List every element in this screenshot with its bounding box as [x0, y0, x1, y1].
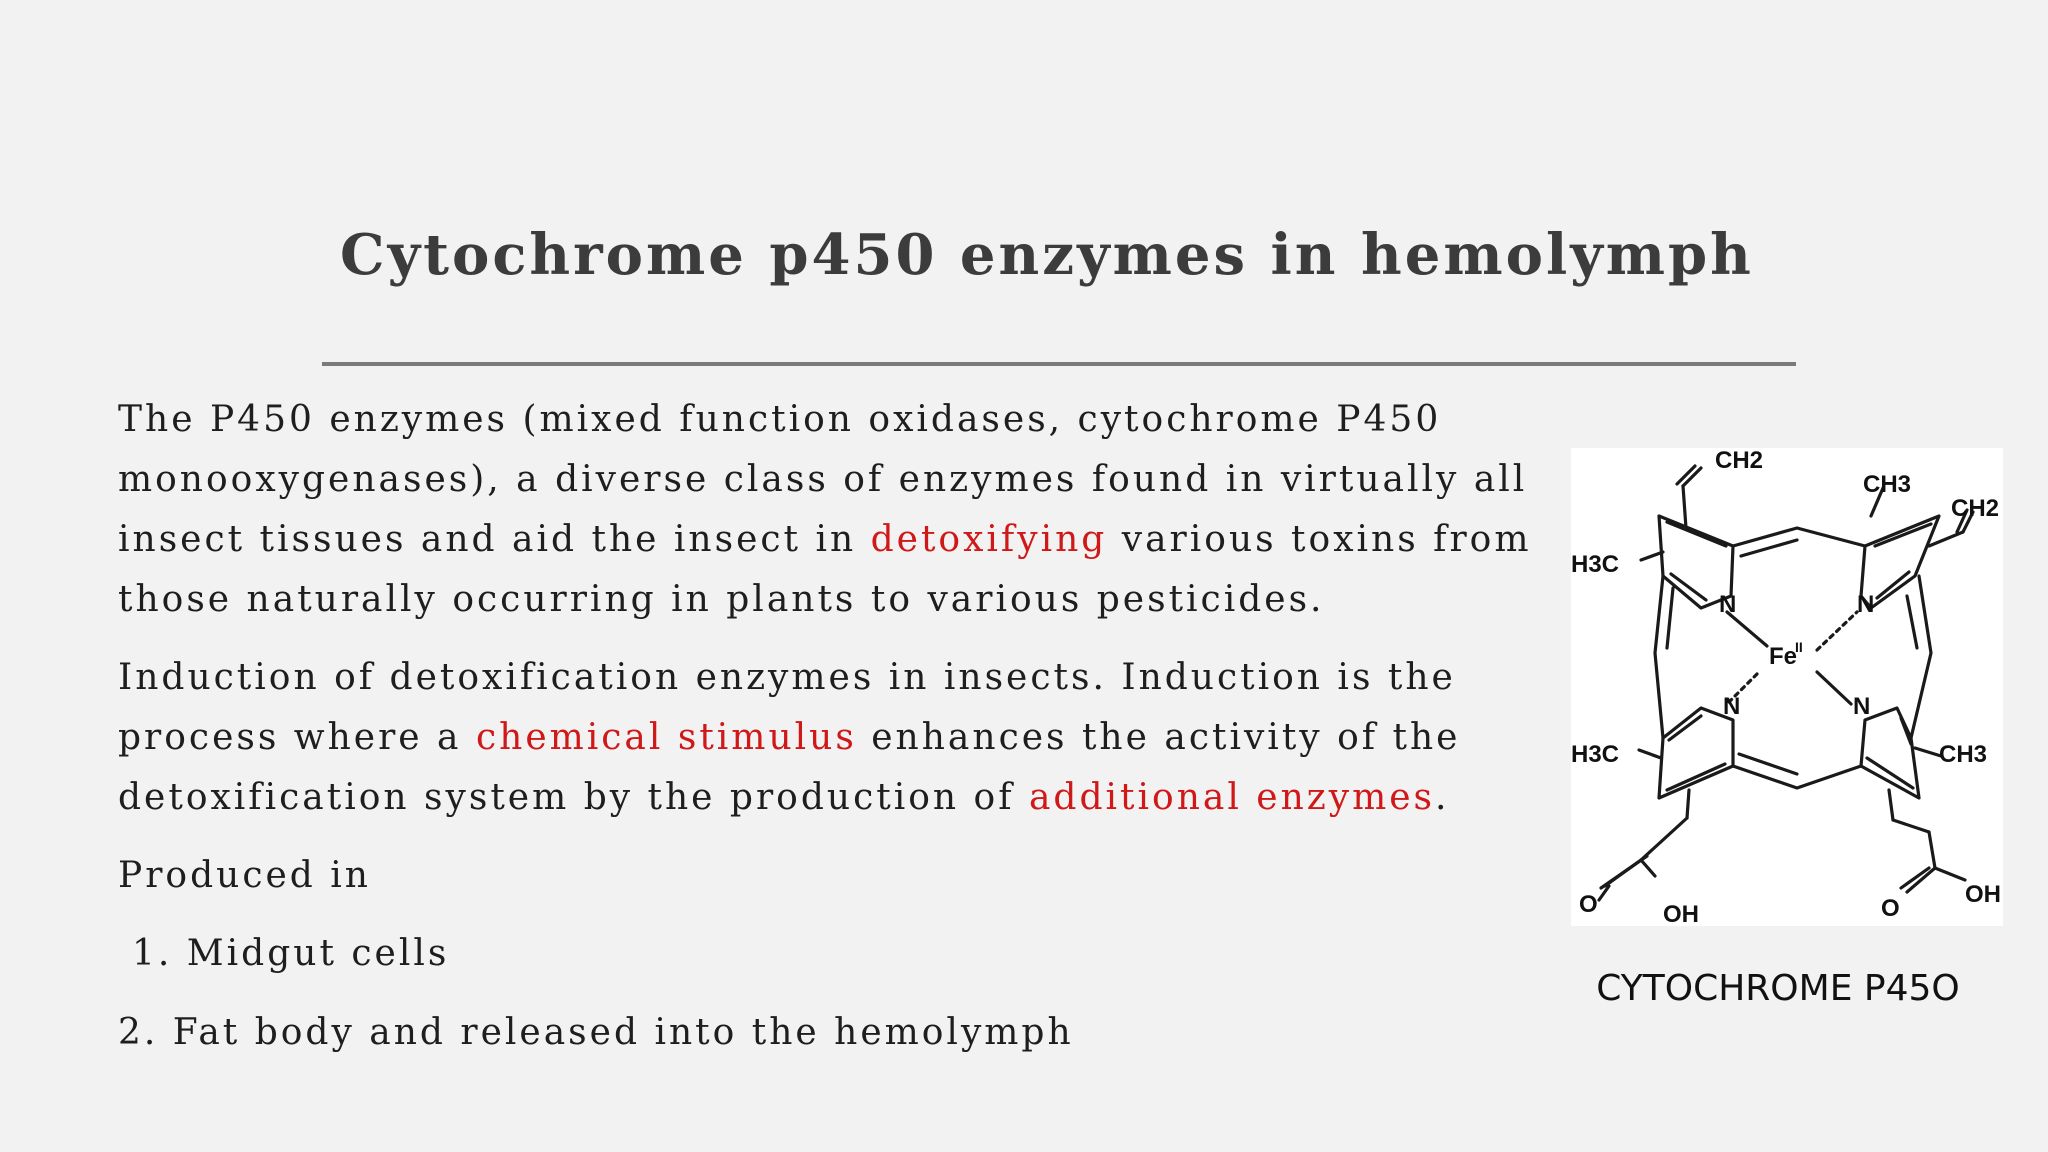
label-o-right: O	[1881, 895, 1900, 922]
highlight-chemical-stimulus: chemical stimulus	[475, 717, 857, 758]
paragraph-text: various toxins from those naturally occurring in plants to various pesticides.	[118, 519, 1532, 620]
porphyrin-structure-image	[1571, 448, 2003, 926]
label-n-top-right: N	[1857, 591, 1875, 618]
slide-title: Cytochrome p450 enzymes in hemolymph	[340, 222, 1754, 288]
title-divider	[322, 362, 1796, 366]
label-ch3-right-bottom: CH3	[1939, 741, 1988, 768]
paragraph-text: Induction of detoxification enzymes in insects. Induction is the process where a	[118, 657, 1456, 758]
label-oh-left: OH	[1663, 901, 1699, 926]
paragraph-text: The P450 enzymes (mixed function oxidases, cytochrome P450 monooxygenases), a diverse class of enzymes found in virtually all insect tissues and aid the insect in	[118, 399, 1528, 560]
produced-in-label: Produced in	[118, 855, 371, 896]
paragraph-text: enhances the activity of the detoxification system by the production of	[118, 717, 1461, 818]
figure-caption: CYTOCHROME P45O	[1596, 968, 1960, 1009]
label-fe-oxidation: II	[1795, 639, 1803, 655]
paragraph-p450-description	[118, 390, 1563, 630]
highlight-additional-enzymes: additional enzymes	[1028, 777, 1436, 818]
label-o-left: O	[1579, 891, 1598, 918]
label-n-bottom-right: N	[1853, 693, 1871, 720]
label-n-bottom-left: N	[1723, 693, 1741, 720]
label-ch2-right: CH2	[1951, 495, 2000, 522]
label-fe: Fe	[1769, 643, 1798, 670]
label-h3c-left-top: H3C	[1571, 551, 1620, 578]
label-ch3-top: CH3	[1863, 471, 1912, 498]
label-ch2-top: CH2	[1715, 448, 1764, 474]
slide-body	[118, 390, 1563, 1082]
label-h3c-left-bottom: H3C	[1571, 741, 1620, 768]
highlight-detoxifying: detoxifying	[870, 519, 1108, 560]
paragraph-induction	[118, 648, 1563, 828]
paragraph-text: .	[1435, 777, 1450, 818]
list-item: 2. Fat body and released into the hemolymph	[118, 1012, 1074, 1053]
porphyrin-structure-diagram	[1571, 448, 2003, 926]
label-n-top-left: N	[1719, 591, 1737, 618]
label-oh-right: OH	[1965, 881, 2001, 908]
list-item: 1. Midgut cells	[132, 933, 450, 974]
